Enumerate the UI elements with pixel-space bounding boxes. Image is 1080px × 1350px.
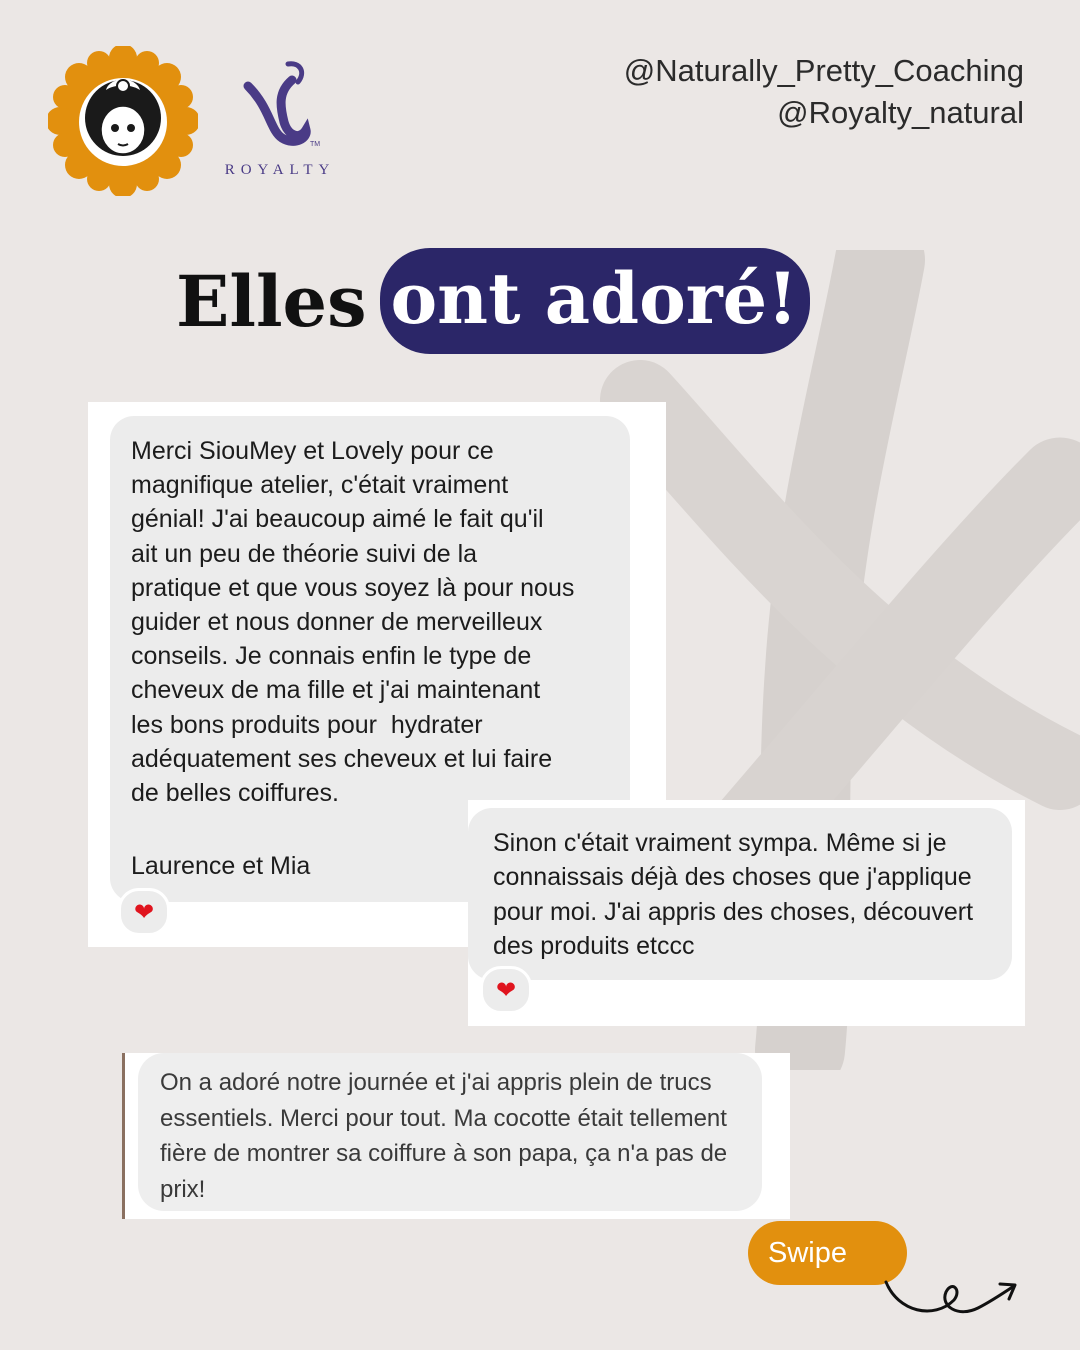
page-title — [176, 250, 810, 352]
testimonial-message: Sinon c'était vraiment sympa. Même si je connaissais déjà des choses que j'applique pour moi. J'ai appris des choses, découvert des produits etccc — [493, 829, 974, 961]
heart-reaction-icon: ❤ — [118, 888, 170, 936]
girl-badge-logo-icon — [48, 46, 198, 196]
title-highlight-pill: ont adoré! — [380, 248, 809, 354]
curly-arrow-right-icon — [878, 1268, 1023, 1330]
title-plain: Elles — [176, 259, 367, 343]
testimonial-signature: Laurence et Mia — [131, 852, 311, 880]
svg-text:TM: TM — [310, 141, 321, 148]
heart-reaction-icon: ❤ — [480, 966, 532, 1014]
message-bubble — [138, 1053, 762, 1211]
screenshot-edge — [122, 1053, 125, 1219]
message-bubble — [468, 808, 1012, 980]
social-handles — [624, 50, 1024, 134]
testimonial-card-3 — [122, 1053, 790, 1219]
testimonial-card-2 — [468, 800, 1025, 1026]
swipe-button[interactable]: Swipe — [748, 1221, 907, 1285]
testimonial-message: On a adoré notre journée et j'ai appris plein de trucs essentiels. Merci pour tout. Ma cocotte était tellement fière de montrer sa coiffure à son papa, ça n'a pas de prix! — [160, 1069, 728, 1203]
royalty-wordmark: ROYALTY — [224, 162, 336, 178]
handle-royalty: @Royalty_natural — [777, 95, 1024, 130]
royalty-swirl-icon — [200, 58, 360, 158]
royalty-logo — [200, 58, 360, 188]
testimonial-message: Merci SiouMey et Lovely pour ce magnifique atelier, c'était vraiment génial! J'ai beaucoup aimé le fait qu'il ait un peu de théorie suivi de la pratique et que vous soyez là pour nous guider et nous donner de merveilleux conseils. Je connais enfin le type de cheveux de ma fille et j'ai maintenant les bons produits pour hydrater adéquatement ses cheveux et lui faire de belles coiffures. — [131, 437, 575, 808]
handle-naturally-pretty: @Naturally_Pretty_Coaching — [623, 53, 1024, 88]
